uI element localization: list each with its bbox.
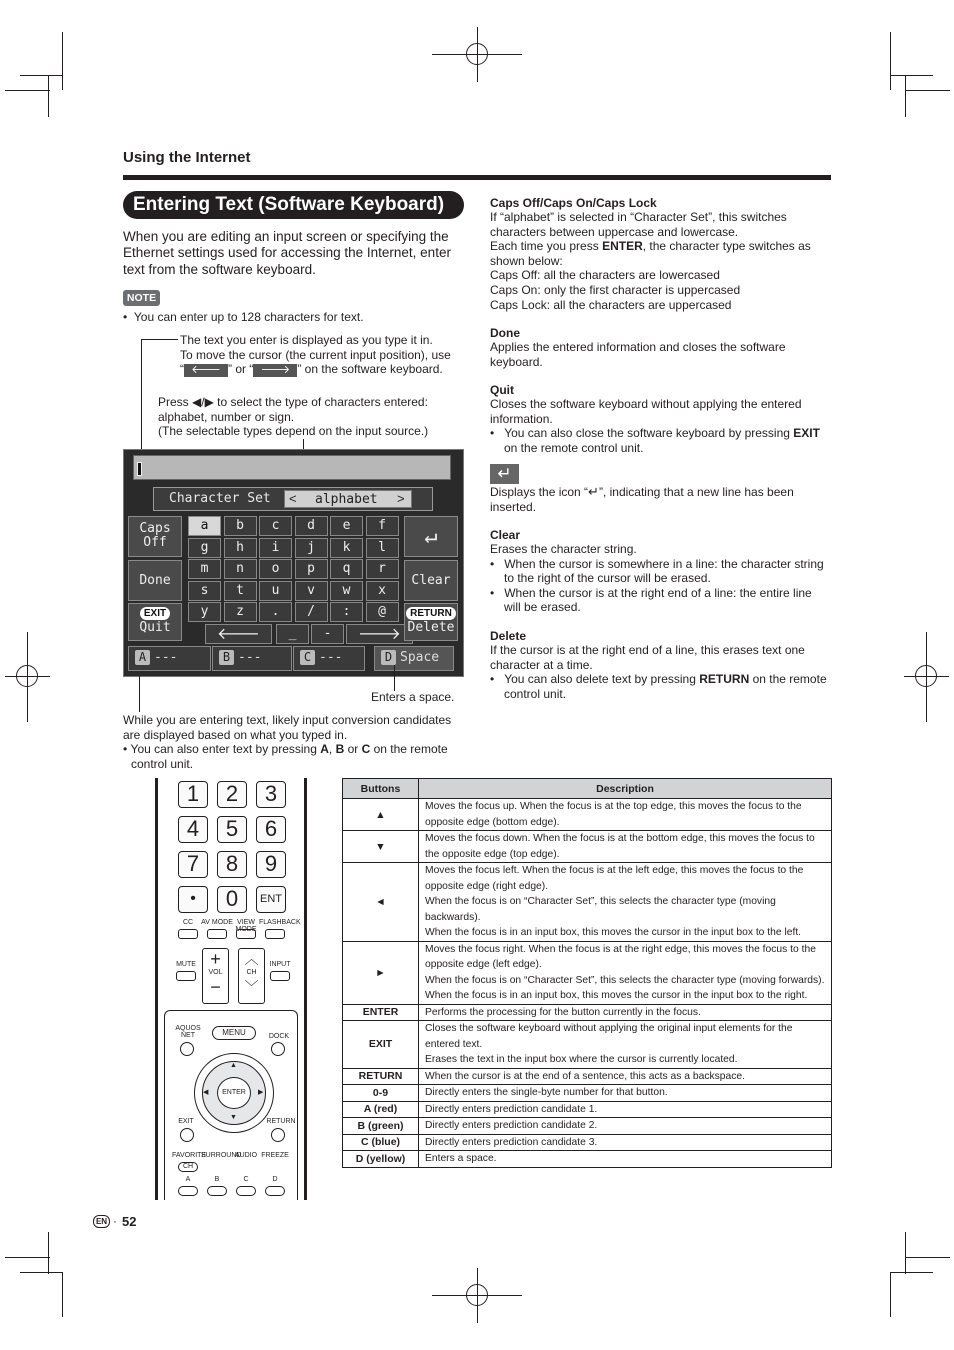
arrow-right-icon: ▶ bbox=[258, 1089, 264, 1096]
return-pill: RETURN bbox=[406, 607, 456, 620]
clear-bullet-2: • When the cursor is at the right end of a line: the entire line will be erased. bbox=[490, 585, 812, 615]
cursor-left-key[interactable] bbox=[205, 624, 272, 644]
caps-button-state: Off bbox=[143, 535, 167, 550]
color-key-label: A bbox=[185, 1176, 191, 1183]
space-button[interactable] bbox=[374, 646, 454, 671]
description-line: Enters a space. bbox=[425, 1153, 497, 1164]
button-cell: 0-9 bbox=[343, 1085, 419, 1102]
delete-title: Delete bbox=[490, 629, 527, 643]
quit-button[interactable] bbox=[128, 603, 182, 641]
table-row bbox=[343, 1101, 832, 1118]
digit-key-7 bbox=[178, 851, 208, 878]
text: Displays the icon “ bbox=[490, 485, 589, 499]
text: You can also delete text by pressing bbox=[504, 672, 700, 687]
leader-line bbox=[142, 339, 178, 340]
key-hyphen[interactable] bbox=[311, 624, 344, 644]
key-y[interactable]: y bbox=[188, 602, 221, 622]
bullet-text: You can also enter text by pressing bbox=[130, 742, 321, 756]
color-key bbox=[178, 1186, 198, 1196]
function-key bbox=[236, 929, 256, 939]
function-key bbox=[265, 929, 285, 939]
candidate-a[interactable] bbox=[128, 646, 211, 671]
button-cell: EXIT bbox=[343, 1021, 419, 1069]
key-label: 2 bbox=[225, 781, 239, 806]
table-row bbox=[343, 1118, 832, 1135]
caps-l3: Caps Lock: all the characters are uppercased bbox=[490, 297, 732, 312]
description-line: Moves the focus down. When the focus is at the bottom edge, this moves the focus to the opposite edge (top edge). bbox=[425, 833, 815, 860]
caps-section bbox=[490, 196, 830, 312]
leader-line bbox=[141, 339, 142, 465]
quit-title: Quit bbox=[490, 383, 514, 397]
caps-l1: Caps Off: all the characters are lowercased bbox=[490, 268, 720, 283]
key-label: _ bbox=[288, 626, 297, 641]
digit-key-8 bbox=[217, 851, 247, 878]
color-key-label: D bbox=[272, 1176, 278, 1183]
volume-rocker bbox=[202, 948, 229, 1004]
caps-button[interactable] bbox=[128, 516, 182, 557]
key-label: MENU bbox=[222, 1028, 246, 1037]
dot-key bbox=[178, 886, 208, 913]
done-p: Applies the entered information and closes the software keyboard. bbox=[490, 340, 786, 369]
bullet-text: or bbox=[344, 742, 362, 756]
language-badge: EN bbox=[93, 1215, 110, 1228]
description-cell bbox=[419, 1151, 832, 1168]
exit-pill: EXIT bbox=[140, 607, 170, 620]
key-label: - bbox=[323, 626, 332, 641]
description-cell bbox=[419, 1004, 832, 1021]
key-label: 4 bbox=[186, 816, 200, 841]
ch-label: CH bbox=[246, 969, 257, 976]
color-key bbox=[265, 1186, 285, 1196]
delete-section bbox=[490, 629, 830, 701]
description-line: When the focus is on “Character Set”, this selects the character type (moving backwards). bbox=[425, 896, 776, 923]
section-rule bbox=[123, 175, 831, 180]
color-key bbox=[207, 1186, 227, 1196]
character-set-value: alphabet bbox=[315, 492, 378, 507]
note-item: • You can enter up to 128 characters for text. bbox=[123, 310, 364, 324]
description-line: When the focus is on “Character Set”, this selects the character type (moving forwards). bbox=[425, 974, 825, 986]
description-line: Directly enters prediction candidate 1. bbox=[425, 1103, 598, 1115]
input-key bbox=[270, 971, 290, 981]
key-a[interactable]: a bbox=[188, 516, 221, 536]
digit-key-4 bbox=[178, 816, 208, 843]
key-f[interactable]: f bbox=[366, 516, 399, 536]
function-label: FAVORITE bbox=[172, 1152, 207, 1159]
function-label: FLASHBACK bbox=[259, 919, 301, 926]
bullet-bold: B bbox=[335, 742, 345, 756]
minus-icon: − bbox=[210, 977, 221, 997]
column-header-buttons: Buttons bbox=[343, 779, 419, 799]
cursor-right-key[interactable] bbox=[346, 624, 413, 644]
arrow-right-icon: 🡒 bbox=[358, 624, 401, 643]
page-number: 52 bbox=[122, 1214, 137, 1229]
function-label: AV MODE bbox=[201, 919, 233, 926]
arrow-up-icon: ▲ bbox=[230, 1062, 237, 1069]
description-cell bbox=[419, 1021, 832, 1069]
caps-l2: Caps On: only the first character is uppercased bbox=[490, 282, 741, 297]
table-row bbox=[343, 941, 832, 1004]
return-key bbox=[271, 1128, 285, 1142]
table-row bbox=[343, 1021, 832, 1069]
button-cell: ◄ bbox=[343, 863, 419, 942]
quit-p: Closes the software keyboard without applying the entered information. bbox=[490, 397, 802, 426]
description-line: Performs the processing for the button currently in the focus. bbox=[425, 1006, 701, 1018]
enter-key bbox=[217, 1077, 251, 1109]
key-i[interactable]: i bbox=[259, 538, 292, 558]
digit-key-6 bbox=[256, 816, 286, 843]
table-row bbox=[343, 831, 832, 863]
text: You can also close the software keyboard by pressing bbox=[504, 426, 794, 441]
key-label: 8 bbox=[225, 851, 239, 876]
done-section bbox=[490, 326, 830, 369]
description-line: When the cursor is at the end of a sentence, this acts as a backspace. bbox=[425, 1070, 745, 1082]
vol-label: VOL bbox=[208, 969, 223, 976]
key-v[interactable]: v bbox=[295, 581, 328, 601]
key-b[interactable]: b bbox=[224, 516, 257, 536]
note-item-text: You can enter up to 128 characters for text. bbox=[133, 310, 364, 324]
callout-character-set bbox=[158, 395, 458, 439]
chevron-up-icon: ︿ bbox=[244, 951, 259, 967]
key-t[interactable]: t bbox=[224, 581, 257, 601]
favorite-ch-key bbox=[178, 1162, 198, 1172]
dock-label: DOCK bbox=[268, 1033, 290, 1040]
callout-input-display bbox=[180, 333, 470, 377]
clear-section bbox=[490, 528, 830, 615]
key-g[interactable]: g bbox=[188, 538, 221, 558]
function-label: CC bbox=[182, 919, 194, 926]
input-label: INPUT bbox=[269, 961, 291, 968]
key-symbol-29[interactable]: @ bbox=[366, 602, 399, 622]
key-label: 5 bbox=[225, 816, 239, 841]
bullet-text: , bbox=[328, 742, 336, 756]
label-line: NET bbox=[181, 1032, 195, 1039]
key-h[interactable]: h bbox=[224, 538, 257, 558]
delete-bullet: • You can also delete text by pressing RETURN on the remote control unit. bbox=[490, 672, 827, 701]
key-o[interactable]: o bbox=[259, 559, 292, 579]
callout-line: alphabet, number or sign. bbox=[158, 409, 295, 424]
caps-p2 bbox=[490, 239, 830, 268]
plus-icon: + bbox=[210, 949, 221, 969]
key-symbol-27[interactable]: / bbox=[295, 602, 328, 622]
key-p[interactable]: p bbox=[295, 559, 328, 579]
function-key bbox=[178, 929, 198, 939]
column-header-description: Description bbox=[419, 779, 832, 799]
text: on the remote control unit. bbox=[504, 672, 827, 701]
return-label: RETURN bbox=[266, 1118, 296, 1125]
mute-label: MUTE bbox=[176, 961, 196, 968]
left-right-arrows-icon: ◀/▶ bbox=[192, 395, 214, 409]
clear-button[interactable] bbox=[404, 560, 458, 601]
function-label: FREEZE bbox=[261, 1152, 289, 1159]
key-x[interactable]: x bbox=[366, 581, 399, 601]
key-underscore[interactable] bbox=[276, 624, 309, 644]
text-bold: EXIT bbox=[793, 426, 820, 441]
description-line: Moves the focus up. When the focus is at the top edge, this moves the focus to the opposite edge (bottom edge). bbox=[425, 801, 802, 828]
candidate-text: --- bbox=[154, 650, 178, 665]
key-k[interactable]: k bbox=[330, 538, 363, 558]
key-symbol-26[interactable]: . bbox=[259, 602, 292, 622]
key-label: 0 bbox=[225, 886, 239, 911]
key-s[interactable]: s bbox=[188, 581, 221, 601]
button-cell: A (red) bbox=[343, 1101, 419, 1118]
key-q[interactable]: q bbox=[330, 559, 363, 579]
clear-button-label: Clear bbox=[411, 573, 451, 588]
key-label: ENT bbox=[260, 893, 282, 905]
text-bold: ENTER bbox=[602, 239, 643, 254]
page-heading: Entering Text (Software Keyboard) bbox=[123, 191, 464, 219]
new-line-key-icon: ↵ bbox=[490, 464, 519, 484]
key-d[interactable]: d bbox=[295, 516, 328, 536]
description-line: Directly enters prediction candidate 2. bbox=[425, 1120, 598, 1131]
arrow-left-icon: 🡐 bbox=[217, 624, 260, 643]
table-row bbox=[343, 1085, 832, 1102]
description-cell bbox=[419, 1101, 832, 1118]
description-cell bbox=[419, 863, 832, 942]
callout-line: To move the cursor (the current input position), use bbox=[180, 347, 451, 362]
chevron-right-icon[interactable]: > bbox=[397, 491, 405, 506]
character-set-value-box[interactable] bbox=[284, 490, 412, 508]
description-line: Directly enters prediction candidate 3. bbox=[425, 1136, 598, 1148]
button-cell: ► bbox=[343, 941, 419, 1004]
leader-line bbox=[139, 676, 140, 712]
left-arrow-key-icon: 🡐 bbox=[184, 364, 228, 377]
description-cell bbox=[419, 1085, 832, 1102]
digit-key-9 bbox=[256, 851, 286, 878]
key-label: 6 bbox=[264, 816, 278, 841]
key-r[interactable]: r bbox=[366, 559, 399, 579]
color-key-label: B bbox=[214, 1176, 220, 1183]
table-header-row bbox=[343, 779, 832, 799]
candidate-letter: B bbox=[219, 650, 234, 665]
quit-bullet: • You can also close the software keyboard by pressing EXIT on the remote control unit. bbox=[490, 426, 820, 455]
exit-key bbox=[180, 1128, 194, 1142]
key-label: 7 bbox=[186, 851, 200, 876]
key-label: 1 bbox=[186, 781, 200, 806]
key-symbol-28[interactable]: : bbox=[330, 602, 363, 622]
candidate-b[interactable] bbox=[212, 646, 292, 671]
clear-bullet-1: • When the cursor is somewhere in a line: the character string to the right of the cursor will be erased. bbox=[490, 556, 824, 586]
key-u[interactable]: u bbox=[259, 581, 292, 601]
callout-text: to select the type of characters entered: bbox=[213, 395, 428, 409]
description-line: Directly enters the single-byte number for that button. bbox=[425, 1087, 668, 1098]
description-cell bbox=[419, 1118, 832, 1135]
abc-bullet: • You can also enter text by pressing A, B or C on the remote control unit. bbox=[123, 742, 448, 771]
color-key-label: C bbox=[243, 1176, 249, 1183]
candidate-letter: D bbox=[381, 650, 396, 665]
table-row bbox=[343, 799, 832, 831]
button-cell: ▼ bbox=[343, 831, 419, 863]
key-label: ENTER bbox=[222, 1089, 246, 1096]
table-body bbox=[343, 799, 832, 1168]
table-row bbox=[343, 1134, 832, 1151]
callout-quote: “ bbox=[180, 362, 184, 377]
done-title: Done bbox=[490, 326, 520, 340]
bullet-bold: C bbox=[361, 742, 371, 756]
text-bold: RETURN bbox=[699, 672, 750, 687]
callout-suffix: ” on the software keyboard. bbox=[297, 362, 443, 377]
key-z[interactable]: z bbox=[224, 602, 257, 622]
function-label: SURROUND bbox=[201, 1152, 242, 1159]
delete-button-label: Delete bbox=[407, 620, 455, 635]
space-caption: Enters a space. bbox=[371, 690, 455, 704]
note-badge: NOTE bbox=[123, 290, 160, 306]
caps-p1: If “alphabet” is selected in “Character Set”, this switches characters between uppercase and lowercase. bbox=[490, 210, 787, 239]
dock-key bbox=[271, 1042, 285, 1056]
done-button-label: Done bbox=[139, 573, 171, 588]
description-line: Moves the focus left. When the focus is at the left edge, this moves the focus to the opposite edge (right edge). bbox=[425, 865, 804, 892]
buttons-table bbox=[342, 778, 832, 1168]
description-cell bbox=[419, 799, 832, 831]
quit-section bbox=[490, 383, 830, 455]
key-label: 3 bbox=[264, 781, 278, 806]
button-cell: C (blue) bbox=[343, 1134, 419, 1151]
software-keyboard bbox=[123, 449, 464, 677]
digit-key-1 bbox=[178, 781, 208, 808]
candidate-c[interactable] bbox=[293, 646, 365, 671]
callout-or: ” or “ bbox=[228, 362, 254, 377]
function-label: AUDIO bbox=[234, 1152, 258, 1159]
text: ”, indicating that a new line has been inserted. bbox=[490, 485, 794, 514]
description-line: Closes the software keyboard without applying the original input elements for the entered text. bbox=[425, 1023, 793, 1050]
return-arrow-icon: ↵ bbox=[424, 524, 438, 549]
function-key bbox=[207, 929, 227, 939]
digit-key-3 bbox=[256, 781, 286, 808]
character-set-selector[interactable] bbox=[153, 487, 433, 511]
aquos-net-label bbox=[170, 1025, 206, 1039]
clear-title: Clear bbox=[490, 528, 521, 542]
right-arrow-key-icon: 🡒 bbox=[253, 364, 297, 377]
table-row bbox=[343, 1004, 832, 1021]
description-cell bbox=[419, 831, 832, 863]
page-number-separator: · bbox=[113, 1214, 117, 1228]
channel-rocker bbox=[238, 948, 265, 1004]
text-cursor bbox=[137, 462, 142, 476]
aquos-net-key bbox=[180, 1042, 194, 1056]
mute-key bbox=[176, 971, 196, 981]
callout-line bbox=[158, 395, 458, 410]
key-j[interactable]: j bbox=[295, 538, 328, 558]
callout-line: The text you enter is displayed as you type it in. bbox=[180, 333, 433, 347]
button-cell: ENTER bbox=[343, 1004, 419, 1021]
newline-p bbox=[490, 485, 830, 514]
text: When the cursor is somewhere in a line: the character string to the right of the cursor will be erased. bbox=[504, 556, 824, 586]
key-e[interactable]: e bbox=[330, 516, 363, 536]
chevron-left-icon[interactable]: < bbox=[289, 491, 297, 506]
description-line: When the focus is in an input box, this moves the cursor in the input box to the right. bbox=[425, 990, 808, 1001]
key-label: • bbox=[190, 890, 196, 907]
exit-label: EXIT bbox=[178, 1118, 194, 1125]
button-cell: ▲ bbox=[343, 799, 419, 831]
arrow-left-icon: ◀ bbox=[203, 1089, 209, 1096]
bullet-text: on the remote control unit. bbox=[131, 742, 448, 771]
section-title: Using the Internet bbox=[123, 149, 251, 166]
remote-control-illustration bbox=[155, 778, 307, 1200]
callout-line: (The selectable types depend on the input source.) bbox=[158, 424, 429, 439]
text: Each time you press bbox=[490, 239, 603, 254]
color-key bbox=[236, 1186, 256, 1196]
leader-line bbox=[394, 665, 395, 691]
quit-button-label: Quit bbox=[139, 620, 171, 635]
candidate-letter: C bbox=[300, 650, 315, 665]
intro-paragraph: When you are editing an input screen or specifying the Ethernet settings used for accessing the Internet, enter text from the software keyboard. bbox=[123, 229, 451, 277]
digit-key-2 bbox=[217, 781, 247, 808]
bullet-bold: A bbox=[320, 742, 329, 756]
chevron-down-icon: ﹀ bbox=[244, 979, 259, 995]
new-line-button[interactable] bbox=[404, 516, 458, 557]
key-w[interactable]: w bbox=[330, 581, 363, 601]
function-label: VIEW MODE bbox=[235, 919, 257, 933]
text: on the remote control unit. bbox=[504, 440, 644, 455]
description-line: When the focus is in an input box, this moves the cursor in the input box to the left. bbox=[425, 927, 802, 938]
delete-p: If the cursor is at the right end of a line, this erases text one character at a time. bbox=[490, 643, 805, 672]
text: , the character type switches as shown below: bbox=[490, 239, 811, 268]
caps-button-label: Caps bbox=[139, 521, 171, 536]
button-cell: D (yellow) bbox=[343, 1151, 419, 1168]
return-arrow-icon: ↵ bbox=[588, 484, 599, 499]
ent-key bbox=[256, 886, 286, 913]
description-line: Erases the text in the input box where the cursor is currently located. bbox=[425, 1054, 738, 1065]
table-row bbox=[343, 863, 832, 942]
key-m[interactable]: m bbox=[188, 559, 221, 579]
callout-text: Press bbox=[158, 395, 193, 409]
callout-line bbox=[180, 362, 470, 377]
delete-button[interactable] bbox=[404, 603, 458, 641]
description-cell bbox=[419, 1068, 832, 1085]
arrow-down-icon: ▼ bbox=[230, 1114, 237, 1121]
digit-key-5 bbox=[217, 816, 247, 843]
label-line: AQUOS bbox=[175, 1025, 201, 1032]
button-cell: B (green) bbox=[343, 1118, 419, 1135]
text: When the cursor is at the right end of a line: the entire line will be erased. bbox=[504, 585, 812, 615]
description-cell bbox=[419, 1134, 832, 1151]
table-row bbox=[343, 1068, 832, 1085]
candidate-text: --- bbox=[238, 650, 262, 665]
zero-key bbox=[217, 886, 247, 913]
candidates-paragraph: While you are entering text, likely input conversion candidates are displayed based on what you typed in. bbox=[123, 713, 452, 742]
table-row bbox=[343, 1151, 832, 1168]
clear-p: Erases the character string. bbox=[490, 542, 637, 556]
space-label: Space bbox=[400, 650, 440, 665]
menu-key bbox=[212, 1026, 256, 1040]
text-input-box[interactable] bbox=[133, 455, 451, 480]
character-set-label: Character Set bbox=[169, 491, 271, 506]
done-button[interactable] bbox=[128, 560, 182, 601]
description-line: Moves the focus right. When the focus is at the right edge, this moves the focus to the opposite edge (left edge). bbox=[425, 943, 816, 970]
candidate-letter: A bbox=[135, 650, 150, 665]
key-label: CH bbox=[182, 1163, 194, 1170]
candidate-text: --- bbox=[319, 650, 343, 665]
description-cell bbox=[419, 941, 832, 1004]
caps-title: Caps Off/Caps On/Caps Lock bbox=[490, 196, 657, 210]
button-cell: RETURN bbox=[343, 1068, 419, 1085]
key-c[interactable]: c bbox=[259, 516, 292, 536]
key-label: 9 bbox=[264, 851, 278, 876]
key-l[interactable]: l bbox=[366, 538, 399, 558]
key-n[interactable]: n bbox=[224, 559, 257, 579]
